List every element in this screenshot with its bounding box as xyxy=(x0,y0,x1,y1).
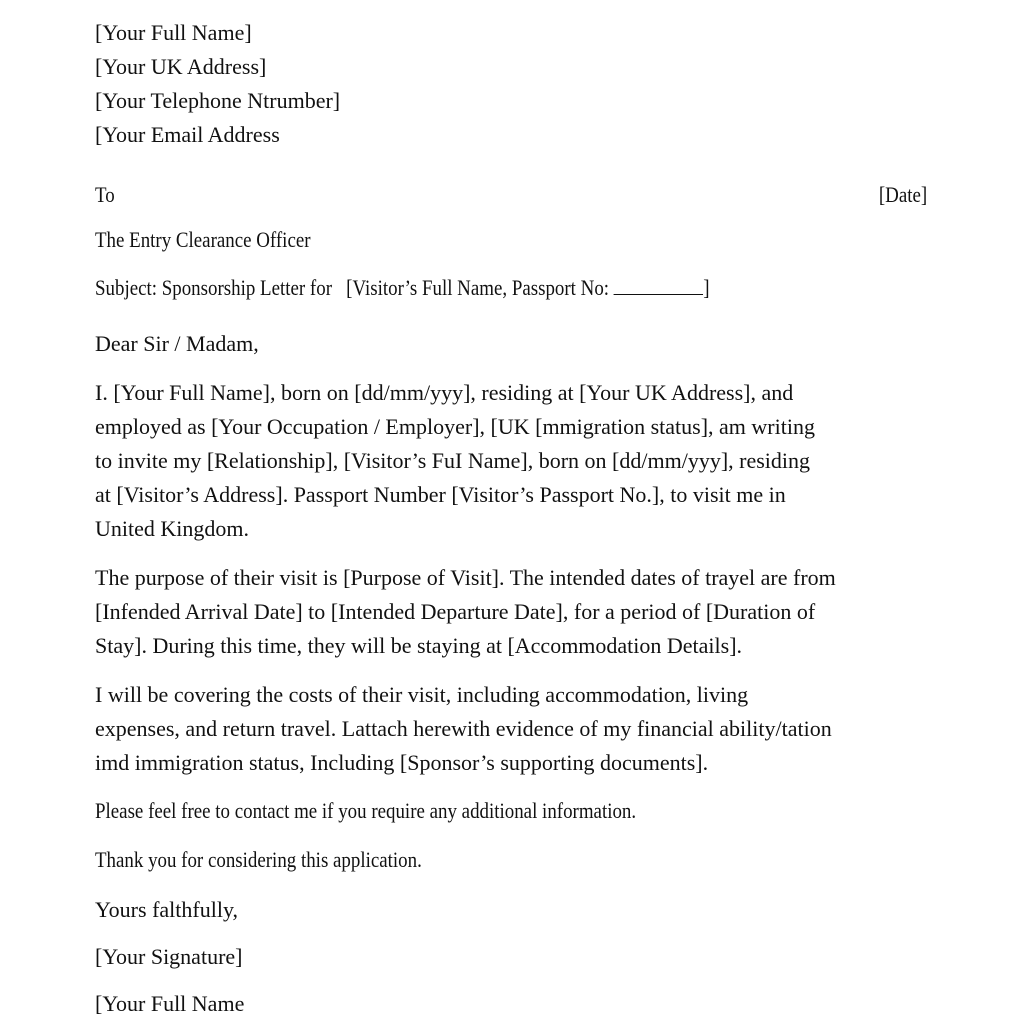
subject-text xyxy=(95,275,710,301)
closing-full-name: [Your Full Name xyxy=(95,991,245,1016)
contact-line-wrap xyxy=(95,798,724,824)
salutation: Dear Sir / Madam, xyxy=(95,331,259,356)
subject-visitor: [Visitor’s Full Name, Passport No: xyxy=(346,275,614,300)
to-label: To xyxy=(95,182,115,207)
paragraph-line: expenses, and return travel. Lattach herewith evidence of my financial ability/tation xyxy=(95,716,832,741)
paragraph-line: imd immigration status, Including [Sponsor’s supporting documents]. xyxy=(95,750,709,775)
paragraph-introduction xyxy=(95,376,935,546)
recipient-officer-line xyxy=(95,227,346,253)
thanks-line: Thank you for considering this application. xyxy=(95,847,422,872)
paragraph-costs xyxy=(95,678,935,780)
sender-email: [Your Email Address xyxy=(95,122,280,147)
signature-placeholder: [Your Signature] xyxy=(95,944,243,969)
contact-line: Please feel free to contact me if you require any additional information. xyxy=(95,798,637,823)
paragraph-line: [Infended Arrival Date] to [Intended Departure Date], for a period of [Duration of xyxy=(95,599,816,624)
paragraph-line: employed as [Your Occupation / Employer], [UK [mmigration status], am writing xyxy=(95,414,815,439)
thanks-line-wrap xyxy=(95,847,475,873)
subject-closing-bracket: ] xyxy=(703,275,710,300)
paragraph-line: I. [Your Full Name], born on [dd/mm/yyy], residing at [Your UK Address], and xyxy=(95,380,794,405)
subject-line xyxy=(95,275,810,301)
paragraph-line: at [Visitor’s Address]. Passport Number [Visitor’s Passport No.], to visit me in xyxy=(95,482,786,507)
paragraph-purpose xyxy=(95,561,935,663)
letter-date: [Date] xyxy=(878,182,927,207)
paragraph-line: The purpose of their visit is [Purpose of Visit]. The intended dates of trayel are from xyxy=(95,565,836,590)
sender-telephone: [Your Telephone Ntrumber] xyxy=(95,88,341,113)
paragraph-line: I will be covering the costs of their visit, including accommodation, living xyxy=(95,682,749,707)
to-label-line xyxy=(95,182,118,208)
recipient-officer: The Entry Clearance Officer xyxy=(95,227,311,252)
paragraph-line: United Kingdom. xyxy=(95,516,249,541)
subject-prefix: Subject: Sponsorship Letter for xyxy=(95,275,332,300)
sender-full-name: [Your Full Name] xyxy=(95,20,252,45)
paragraph-line: to invite my [Relationship], [Visitor’s FuI Name], born on [dd/mm/yyy], residing xyxy=(95,448,811,473)
valediction: Yours falthfully, xyxy=(95,897,239,922)
paragraph-line: Stay]. During this time, they will be staying at [Accommodation Details]. xyxy=(95,633,743,658)
sender-address: [Your UK Address] xyxy=(95,54,267,79)
passport-number-blank xyxy=(614,276,703,295)
